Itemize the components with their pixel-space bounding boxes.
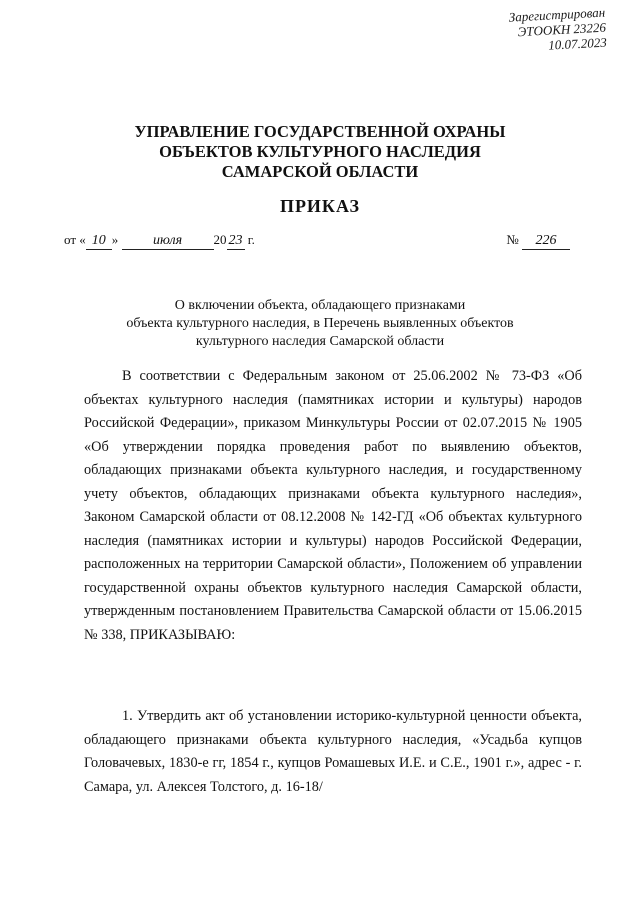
number-prefix: № — [506, 232, 519, 247]
date-year-prefix: 20 — [213, 232, 227, 247]
order-subject — [0, 297, 640, 351]
stamp-line-1: Зарегистрирован — [508, 4, 606, 25]
stamp-line-3: 10.07.2023 — [547, 34, 608, 53]
organization-header — [0, 122, 640, 182]
date-year-suffix: 23 — [228, 233, 243, 248]
order-date — [64, 232, 255, 250]
paragraph-text: 1. Утвердить акт об установлении историко-культурной ценности объекта, обладающего признаками объекта культурного наследия, «Усадьба купцов Головачевых, 1830-е гг, 1854 г., купцов Ромашевых И.Е. и С.Е., 1901 г.», адрес - г. Самара, ул. Алексея Толстого, д. 16-18/ — [84, 708, 582, 795]
paragraph-text: В соответствии с Федеральным законом от 25.06.2002 № 73-ФЗ «Об объектах культурного наследия (памятниках истории и культуры) народов Российской Федерации», приказом Минкультуры России от 02.07.2015 № 1905 «Об утверждении порядка проведения работ по выявлению объектов, обладающих признаками объекта культурного наследия, и государственному учету объектов, обладающих признаками объекта культурного наследия», Законом Самарской области от 08.12.2008 № 142-ГД «Об объектах культурного наследия (памятниках истории и культуры) народов Российской Федерации, расположенных на территории Самарской области», Положением об управлении государственной охраны объектов культурного наследия Самарской области, утвержденным постановлением Правительства Самарской области от 15.06.2015 № 338, ПРИКАЗЫВАЮ: — [84, 368, 582, 643]
order-number — [506, 232, 570, 250]
subject-line-1: О включении объекта, обладающего признаками — [174, 298, 466, 313]
body-paragraph-2 — [84, 705, 582, 799]
number-value: 226 — [522, 233, 570, 250]
document-type-title: ПРИКАЗ — [279, 196, 361, 216]
organization-line-1: УПРАВЛЕНИЕ ГОСУДАРСТВЕННОЙ ОХРАНЫ — [134, 122, 506, 141]
date-after-day: » — [111, 232, 119, 247]
subject-line-3: культурного наследия Самарской области — [195, 334, 445, 349]
body-paragraph-1 — [84, 365, 582, 647]
date-from-prefix: от « — [64, 232, 86, 247]
organization-line-3: САМАРСКОЙ ОБЛАСТИ — [221, 162, 419, 181]
date-month: июля — [122, 233, 214, 250]
date-year-unit: г. — [247, 232, 255, 247]
stamp-line-2: ЭТООКН 23226 — [517, 19, 607, 40]
date-day: 10 — [86, 233, 112, 250]
subject-line-2: объекта культурного наследия, в Перечень выявленных объектов — [126, 316, 514, 331]
registration-stamp — [475, 5, 607, 57]
organization-line-2: ОБЪЕКТОВ КУЛЬТУРНОГО НАСЛЕДИЯ — [159, 142, 481, 161]
